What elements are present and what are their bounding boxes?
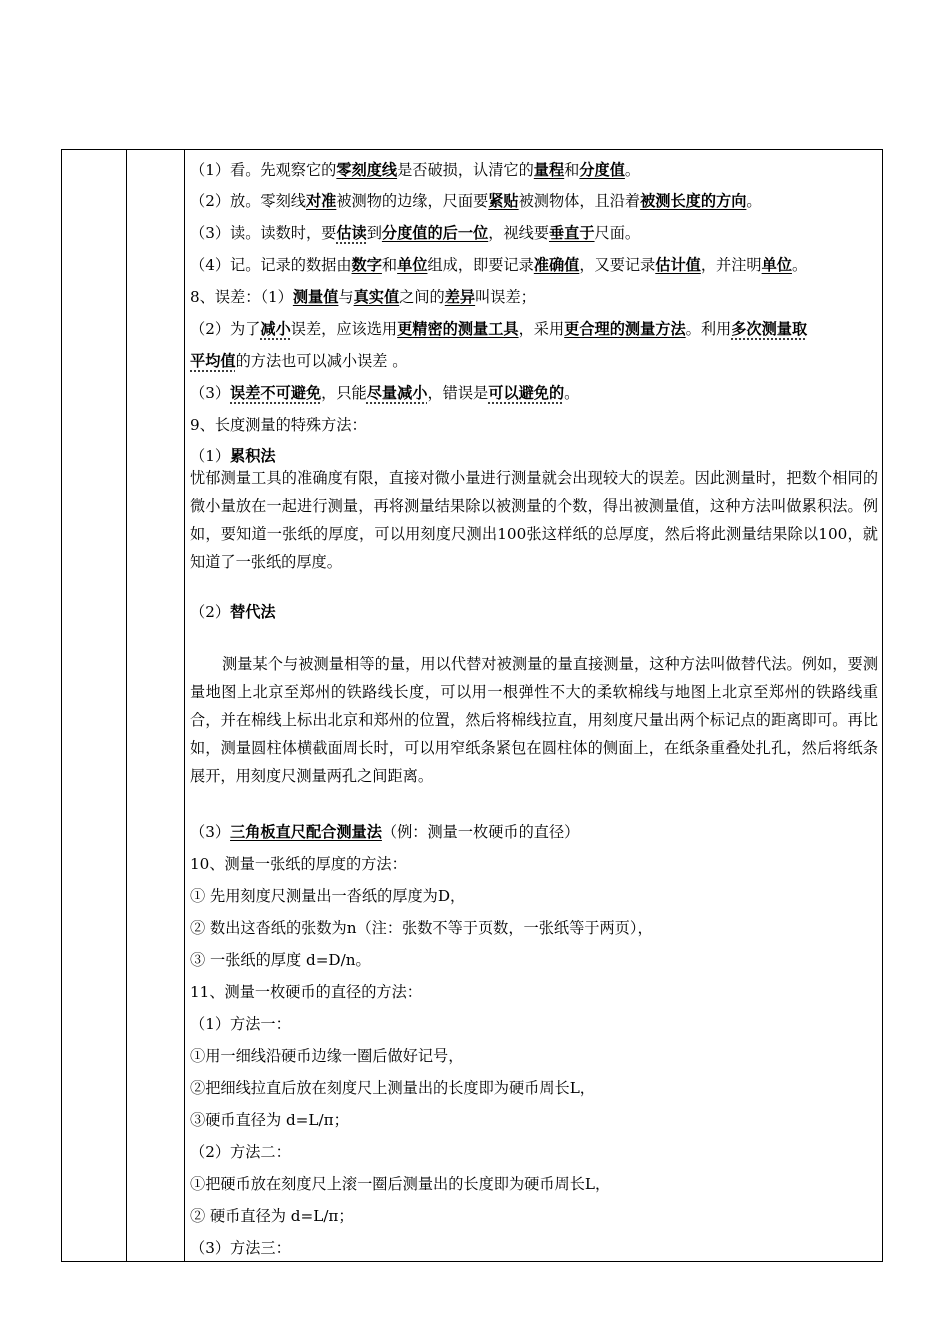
paper-step-2: ② 数出这沓纸的张数为n（注：张数不等于页数，一张纸等于两页），	[190, 919, 653, 937]
method-substitution-heading: （2）替代法	[190, 603, 276, 621]
coin-m1-step-3: ③硬币直径为 d=L/π；	[190, 1111, 349, 1129]
method-cumulative-heading: （1）累积法	[190, 447, 276, 465]
error-vs-mistake: （3）误差不可避免，只能尽量减小，错误是可以避免的。	[190, 384, 580, 402]
paper-step-1: ① 先用刻度尺测量出一沓纸的厚度为D，	[190, 887, 466, 905]
section-9-heading: 9、长度测量的特殊方法：	[190, 416, 367, 434]
error-reduce-cont: 平均值的方法也可以减小误差 。	[190, 352, 408, 370]
coin-method-3: （3）方法三：	[190, 1239, 291, 1257]
coin-m1-step-2: ②把细线拉直后放在刻度尺上测量出的长度即为硬币周长L，	[190, 1079, 595, 1097]
step-look: （1）看。先观察它的零刻度线是否破损，认清它的量程和分度值。	[190, 161, 641, 179]
coin-m2-step-1: ①把硬币放在刻度尺上滚一圈后测量出的长度即为硬币周长L，	[190, 1175, 611, 1193]
step-place: （2）放。零刻线对准被测物的边缘，尺面要紧贴被测物体，且沿着被测长度的方向。	[190, 192, 762, 210]
section-11-heading: 11、测量一枚硬币的直径的方法：	[190, 983, 422, 1001]
step-read: （3）读。读数时，要估读到分度值的后一位，视线要垂直于尺面。	[190, 224, 641, 242]
cumulative-paragraph: 忧郁测量工具的准确度有限，直接对微小量进行测量就会出现较大的误差。因此测量时，把数个相同的微小量放在一起进行测量，再将测量结果除以被测量的个数，得出被测量值，这种方法叫做累积法。例如，要知道一张纸的厚度，可以用刻度尺测出100张这样纸的总厚度，然后将此测量结果除以100，就知道了一张纸的厚度。	[190, 469, 878, 571]
coin-method-2: （2）方法二：	[190, 1143, 291, 1161]
error-definition: 8、误差：（1）测量值与真实值之间的差异叫误差；	[190, 288, 536, 306]
section-10-heading: 10、测量一张纸的厚度的方法：	[190, 855, 407, 873]
error-reduce: （2）为了减小误差，应该选用更精密的测量工具，采用更合理的测量方法。利用多次测量取	[190, 320, 808, 338]
coin-m1-step-1: ①用一细线沿硬币边缘一圈后做好记号，	[190, 1047, 464, 1065]
substitution-paragraph: 测量某个与被测量相等的量，用以代替对被测量的量直接测量，这种方法叫做替代法。例如，要测量地图上北京至郑州的铁路线长度，可以用一根弹性不大的柔软棉线与地图上北京至郑州的铁路线重合，并在棉线上标出北京和郑州的位置，然后将棉线拉直，用刻度尺量出两个标记点的距离即可。再比如，测量圆柱体横截面周长时，可以用窄纸条紧包在圆柱体的侧面上，在纸条重叠处扎孔，然后将纸条展开，用刻度尺测量两孔之间距离。	[190, 655, 878, 785]
coin-m2-step-2: ② 硬币直径为 d=L/π；	[190, 1207, 354, 1225]
step-record: （4）记。记录的数据由数字和单位组成，即要记录准确值，又要记录估计值，并注明单位。	[190, 256, 808, 274]
column-divider	[184, 150, 185, 1261]
column-divider	[126, 150, 127, 1261]
method-triangle-heading: （3）三角板直尺配合测量法（例：测量一枚硬币的直径）	[190, 823, 580, 841]
paper-step-3: ③ 一张纸的厚度 d=D/n。	[190, 951, 371, 969]
coin-method-1: （1）方法一：	[190, 1015, 291, 1033]
